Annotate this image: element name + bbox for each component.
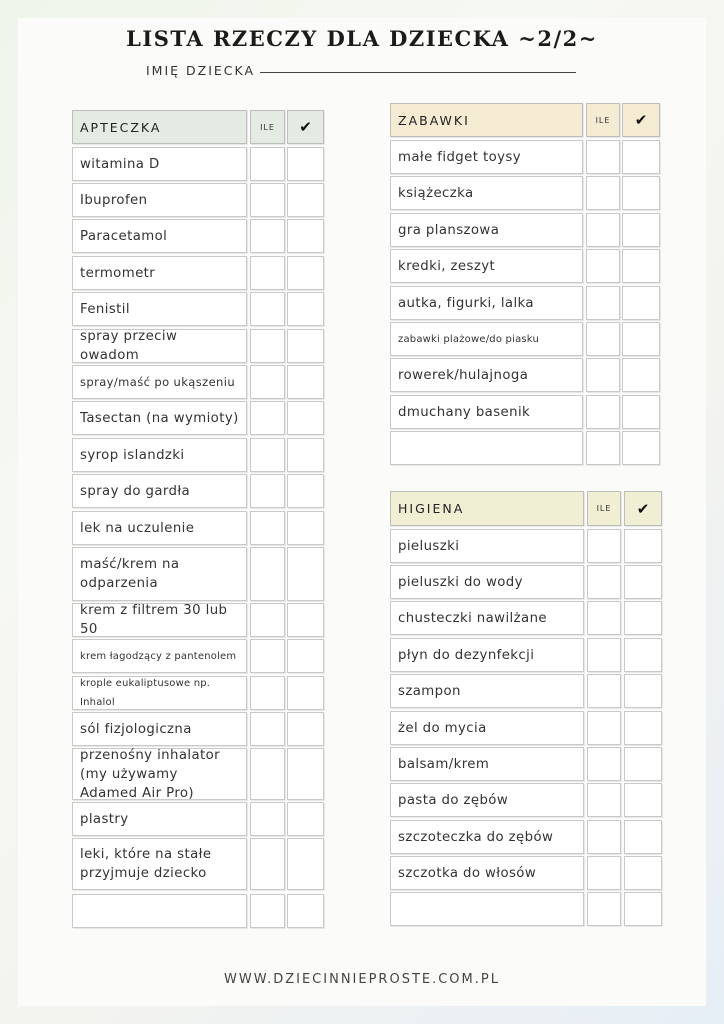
apteczka-quantity-box[interactable] (250, 547, 285, 601)
apteczka-item-label: Paracetamol (72, 219, 247, 253)
apteczka-item-label: krople eukaliptusowe np. Inhalol (72, 676, 247, 710)
higiena-checkbox[interactable] (624, 601, 662, 635)
higiena-section-title: HIGIENA (390, 491, 584, 526)
apteczka-quantity-box[interactable] (250, 183, 285, 217)
zabawki-quantity-box[interactable] (586, 286, 620, 320)
apteczka-item-label: spray/maść po ukąszeniu (72, 365, 247, 399)
page-title: LISTA RZECZY DLA DZIECKA ~2/2~ (126, 26, 598, 51)
zabawki-checkbox[interactable] (622, 322, 660, 356)
higiena-item-label: szczoteczka do zębów (390, 820, 584, 854)
apteczka-item-label: przenośny inhalator (my używamy Adamed Air Pro) (72, 748, 247, 800)
apteczka-quantity-box[interactable] (250, 147, 285, 181)
higiena-checkbox[interactable] (624, 565, 662, 599)
zabawki-checkbox[interactable] (622, 286, 660, 320)
zabawki-checkbox[interactable] (622, 213, 660, 247)
higiena-quantity-box[interactable] (587, 565, 621, 599)
apteczka-quantity-box[interactable] (250, 676, 285, 710)
zabawki-section-title: ZABAWKI (390, 103, 583, 137)
higiena-checkbox[interactable] (624, 529, 662, 563)
higiena-item-label: chusteczki nawilżane (390, 601, 584, 635)
zabawki-checkbox[interactable] (622, 249, 660, 283)
apteczka-item-label: krem łagodzący z pantenolem (72, 639, 247, 673)
higiena-item-label: pasta do zębów (390, 783, 584, 817)
higiena-item-label: szczotka do włosów (390, 856, 584, 890)
higiena-quantity-box[interactable] (587, 856, 621, 890)
apteczka-quantity-box[interactable] (250, 894, 285, 928)
higiena-quantity-box[interactable] (587, 711, 621, 745)
apteczka-item-label: krem z filtrem 30 lub 50 (72, 603, 247, 637)
higiena-checkbox[interactable] (624, 783, 662, 817)
apteczka-checkbox[interactable] (287, 401, 324, 435)
apteczka-item-label: syrop islandzki (72, 438, 247, 472)
higiena-checkbox[interactable] (624, 820, 662, 854)
higiena-checkbox[interactable] (624, 638, 662, 672)
zabawki-item-label: dmuchany basenik (390, 395, 583, 429)
higiena-item-label: żel do mycia (390, 711, 584, 745)
zabawki-quantity-box[interactable] (586, 213, 620, 247)
apteczka-item-label: termometr (72, 256, 247, 290)
apteczka-item-label: Fenistil (72, 292, 247, 326)
apteczka-checkbox[interactable] (287, 474, 324, 508)
zabawki-quantity-box[interactable] (586, 358, 620, 392)
higiena-quantity-box[interactable] (587, 674, 621, 708)
child-name-label: IMIĘ DZIECKA (146, 63, 256, 78)
apteczka-item-label: spray do gardła (72, 474, 247, 508)
apteczka-item-label: sól fizjologiczna (72, 712, 247, 746)
apteczka-quantity-box[interactable] (250, 712, 285, 746)
apteczka-section-title: APTECZKA (72, 110, 247, 144)
apteczka-quantity-box[interactable] (250, 802, 285, 836)
zabawki-checkbox[interactable] (622, 395, 660, 429)
zabawki-item-label: gra planszowa (390, 213, 583, 247)
higiena-checkbox[interactable] (624, 711, 662, 745)
higiena-quantity-box[interactable] (587, 783, 621, 817)
apteczka-checkmark-header-icon: ✔ (287, 110, 324, 144)
apteczka-item-label: maść/krem na odparzenia (72, 547, 247, 601)
zabawki-quantity-box[interactable] (586, 431, 620, 465)
higiena-checkmark-header-icon: ✔ (624, 491, 662, 526)
apteczka-checkbox[interactable] (287, 256, 324, 290)
apteczka-item-label: Ibuprofen (72, 183, 247, 217)
higiena-checkbox[interactable] (624, 747, 662, 781)
zabawki-item-label: małe fidget toysy (390, 140, 583, 174)
apteczka-checkbox[interactable] (287, 894, 324, 928)
apteczka-quantity-box[interactable] (250, 256, 285, 290)
zabawki-quantity-box[interactable] (586, 249, 620, 283)
apteczka-checkbox[interactable] (287, 838, 324, 890)
apteczka-checkbox[interactable] (287, 639, 324, 673)
apteczka-checkbox[interactable] (287, 438, 324, 472)
footer-website: WWW.DZIECINNIEPROSTE.COM.PL (224, 972, 500, 987)
apteczka-quantity-box[interactable] (250, 603, 285, 637)
zabawki-item-label: książeczka (390, 176, 583, 210)
apteczka-checkbox[interactable] (287, 147, 324, 181)
apteczka-quantity-box[interactable] (250, 748, 285, 800)
apteczka-checkbox[interactable] (287, 365, 324, 399)
apteczka-quantity-box[interactable] (250, 401, 285, 435)
apteczka-item-label: witamina D (72, 147, 247, 181)
zabawki-item-label: zabawki plażowe/do piasku (390, 322, 583, 356)
apteczka-item-label: Tasectan (na wymioty) (72, 401, 247, 435)
higiena-checkbox[interactable] (624, 674, 662, 708)
zabawki-quantity-box[interactable] (586, 176, 620, 210)
higiena-item-label: balsam/krem (390, 747, 584, 781)
higiena-checkbox[interactable] (624, 892, 662, 926)
zabawki-checkbox[interactable] (622, 176, 660, 210)
zabawki-item-label: autka, figurki, lalka (390, 286, 583, 320)
zabawki-checkbox[interactable] (622, 140, 660, 174)
apteczka-checkbox[interactable] (287, 547, 324, 601)
apteczka-quantity-box[interactable] (250, 365, 285, 399)
apteczka-checkbox[interactable] (287, 676, 324, 710)
zabawki-quantity-header: ILE (586, 103, 620, 137)
higiena-quantity-header: ILE (587, 491, 621, 526)
apteczka-quantity-box[interactable] (250, 639, 285, 673)
apteczka-checkbox[interactable] (287, 292, 324, 326)
apteczka-quantity-box[interactable] (250, 438, 285, 472)
apteczka-quantity-box[interactable] (250, 292, 285, 326)
apteczka-checkbox[interactable] (287, 748, 324, 800)
apteczka-quantity-box[interactable] (250, 219, 285, 253)
apteczka-item-label: spray przeciw owadom (72, 329, 247, 363)
zabawki-item-label: rowerek/hulajnoga (390, 358, 583, 392)
apteczka-checkbox[interactable] (287, 511, 324, 545)
higiena-item-label: pieluszki do wody (390, 565, 584, 599)
apteczka-checkbox[interactable] (287, 603, 324, 637)
apteczka-checkbox[interactable] (287, 183, 324, 217)
apteczka-checkbox[interactable] (287, 802, 324, 836)
higiena-quantity-box[interactable] (587, 747, 621, 781)
apteczka-checkbox[interactable] (287, 329, 324, 363)
higiena-item-label (390, 892, 584, 926)
apteczka-item-label: plastry (72, 802, 247, 836)
higiena-quantity-box[interactable] (587, 892, 621, 926)
higiena-item-label: pieluszki (390, 529, 584, 563)
apteczka-checkbox[interactable] (287, 712, 324, 746)
zabawki-checkbox[interactable] (622, 358, 660, 392)
zabawki-quantity-box[interactable] (586, 395, 620, 429)
zabawki-item-label (390, 431, 583, 465)
apteczka-quantity-header: ILE (250, 110, 285, 144)
higiena-item-label: płyn do dezynfekcji (390, 638, 584, 672)
apteczka-checkbox[interactable] (287, 219, 324, 253)
zabawki-checkbox[interactable] (622, 431, 660, 465)
higiena-quantity-box[interactable] (587, 601, 621, 635)
apteczka-quantity-box[interactable] (250, 474, 285, 508)
apteczka-item-label (72, 894, 247, 928)
apteczka-quantity-box[interactable] (250, 511, 285, 545)
higiena-checkbox[interactable] (624, 856, 662, 890)
higiena-quantity-box[interactable] (587, 529, 621, 563)
higiena-item-label: szampon (390, 674, 584, 708)
higiena-quantity-box[interactable] (587, 820, 621, 854)
apteczka-item-label: lek na uczulenie (72, 511, 247, 545)
zabawki-checkmark-header-icon: ✔ (622, 103, 660, 137)
child-name-line[interactable] (260, 72, 576, 73)
apteczka-quantity-box[interactable] (250, 838, 285, 890)
apteczka-quantity-box[interactable] (250, 329, 285, 363)
higiena-quantity-box[interactable] (587, 638, 621, 672)
zabawki-quantity-box[interactable] (586, 140, 620, 174)
apteczka-item-label: leki, które na stałe przyjmuje dziecko (72, 838, 247, 890)
zabawki-quantity-box[interactable] (586, 322, 620, 356)
zabawki-item-label: kredki, zeszyt (390, 249, 583, 283)
